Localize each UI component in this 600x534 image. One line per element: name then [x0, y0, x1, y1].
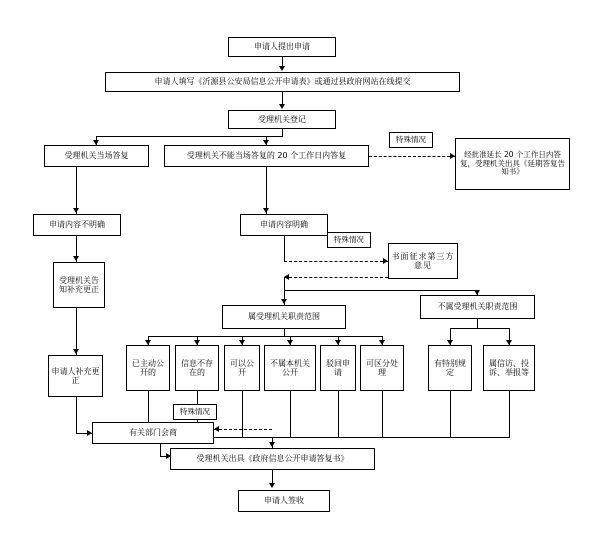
annotation-special-case-2: 特殊情况 — [327, 232, 371, 248]
arrowhead — [279, 104, 285, 109]
node-content-unclear[interactable]: 申请内容不明确 — [33, 214, 121, 236]
connector-n4-n7 — [76, 167, 77, 214]
connector-n8-down — [284, 236, 285, 261]
annotation-special-case-3: 特殊情况 — [173, 404, 217, 420]
annotation-special-case-1: 特殊情况 — [389, 132, 433, 148]
node-third-party-opinion[interactable]: 书面征求第三方意见 — [388, 243, 458, 279]
node-department-consult[interactable]: 有关部门会商 — [92, 422, 214, 444]
node-can-public[interactable]: 可以公开 — [224, 345, 260, 391]
connector-n21-ans — [509, 391, 510, 437]
connector-n8-n9 — [284, 261, 388, 262]
node-issue-reply[interactable]: 受理机关出具《政府信息公开申请答复书》 — [170, 448, 375, 470]
arrowhead — [269, 442, 275, 447]
bus-n3 — [96, 136, 283, 137]
node-already-public[interactable]: 已主动公开的 — [126, 345, 170, 391]
node-content-clear[interactable]: 申请内容明确 — [240, 214, 328, 236]
arrowhead — [73, 256, 79, 261]
node-petition-complaint[interactable]: 属信访、投诉、举报等 — [483, 345, 535, 391]
node-applicant-receipt[interactable]: 申请人签收 — [238, 490, 330, 512]
node-20day-reply[interactable]: 受理机关不能当场答复的 20 个工作日内答复 — [164, 145, 369, 167]
node-extension-notice[interactable]: 经批准延长 20 个工作日内答复，受理机关出具《延期答复告知书》 — [455, 138, 570, 190]
node-applicant-supplement[interactable]: 申请人补充更正 — [48, 355, 103, 397]
connector-n22-n23 — [160, 444, 161, 456]
bus-n8-right — [284, 290, 477, 291]
arrowhead — [269, 483, 275, 488]
node-not-exist[interactable]: 信息不存在的 — [175, 345, 219, 391]
connector-n23-n24 — [272, 470, 273, 484]
node-special-rule[interactable]: 有特别规定 — [428, 345, 472, 391]
arrowhead — [279, 66, 285, 71]
bus-n11-children — [148, 336, 382, 337]
connector-n9-back — [284, 277, 388, 278]
node-outside-duty[interactable]: 不属受理机关职责范围 — [420, 295, 535, 319]
connector-n10-n13 — [76, 308, 77, 355]
arrowhead — [281, 299, 287, 304]
connector-n19-ans — [382, 391, 383, 437]
node-register[interactable]: 受理机关登记 — [228, 110, 336, 129]
connector-n2-n3 — [282, 92, 283, 104]
connector-n13-n22 — [76, 397, 77, 433]
connector-n5-n6 — [369, 156, 455, 157]
node-reject[interactable]: 驳回申请 — [320, 345, 356, 391]
node-apply[interactable]: 申请人提出申请 — [228, 37, 336, 57]
connector-n16-ans — [242, 391, 243, 437]
arrowhead — [263, 208, 269, 213]
node-within-duty[interactable]: 属受理机关职责范围 — [222, 305, 346, 329]
arrowhead — [73, 208, 79, 213]
node-onsite-reply[interactable]: 受理机关当场答复 — [44, 145, 149, 167]
arrowhead — [214, 426, 219, 432]
node-not-this-agency[interactable]: 不属本机关公开 — [264, 345, 316, 391]
connector-n18-ans — [338, 391, 339, 437]
node-separable[interactable]: 可区分处理 — [360, 345, 404, 391]
bus-n12-children — [450, 328, 509, 329]
arrowhead — [73, 349, 79, 354]
connector-n5-n8 — [266, 167, 267, 214]
connector-n20-ans — [450, 391, 451, 437]
node-fill-form[interactable]: 申请人填写《沂源县公安局信息公开申请表》或通过县政府网站在线提交 — [105, 72, 460, 92]
connector-n17-ans — [290, 391, 291, 437]
node-notify-supplement[interactable]: 受理机关告知补充更正 — [53, 262, 105, 308]
connector-hs-dash — [214, 429, 272, 430]
